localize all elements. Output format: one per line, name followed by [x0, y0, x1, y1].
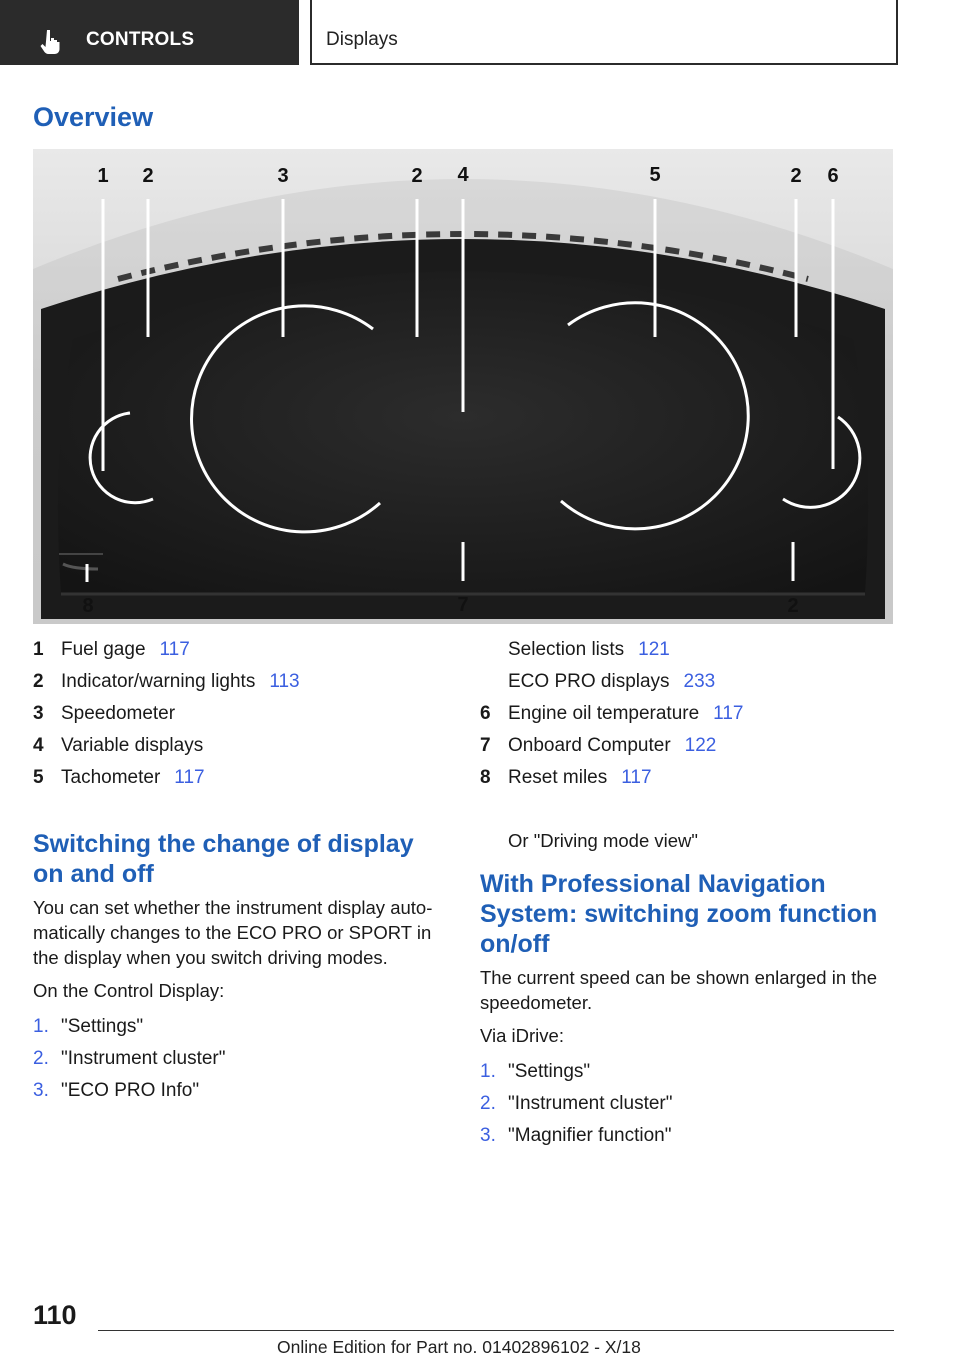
callout-2: 2 [787, 595, 799, 617]
callout-1: 1 [97, 165, 109, 187]
legend-label: ECO PRO displays [508, 671, 670, 692]
legend-text [508, 734, 716, 758]
legend-label: Variable displays [61, 735, 204, 756]
legend-item [33, 670, 453, 702]
list-item [33, 1047, 453, 1079]
callout-7: 7 [457, 594, 469, 616]
page-reference-link[interactable]: 117 [713, 703, 744, 724]
legend-text [61, 670, 300, 694]
step-number: 1. [33, 1016, 49, 1037]
legend-number: 7 [480, 735, 491, 756]
legend-text [508, 702, 743, 726]
step-number: 2. [480, 1093, 496, 1114]
page-reference-link[interactable]: 122 [684, 735, 717, 756]
section-heading [33, 829, 453, 889]
legend-label: Tachometer [61, 767, 161, 788]
alt-note: Or "Driving mode view" [508, 830, 698, 851]
legend-item [480, 702, 894, 734]
legend-label: Selection lists [508, 639, 625, 660]
legend-number: 4 [33, 735, 44, 756]
overview-heading: Overview [33, 102, 154, 132]
callout-3: 3 [277, 165, 289, 187]
step-number: 1. [480, 1061, 496, 1082]
legend-right [480, 638, 894, 798]
callout-6: 6 [827, 165, 839, 187]
legend-text [61, 702, 175, 726]
navigation-section [480, 829, 900, 1156]
legend-item [480, 766, 894, 798]
legend-number: 1 [33, 639, 44, 660]
intro-text: On the Control Display: [33, 980, 225, 1001]
list-item [480, 1092, 900, 1124]
legend-label: Reset miles [508, 767, 608, 788]
step-text: "Instrument cluster" [61, 1048, 226, 1069]
page-reference-link[interactable]: 121 [638, 639, 670, 660]
step-text: "Instrument cluster" [508, 1093, 673, 1114]
list-item [480, 1060, 900, 1092]
page-title: Displays [326, 29, 398, 50]
step-text: "Settings" [61, 1016, 144, 1037]
paragraph-line: the display when you switch driving modes. [33, 947, 388, 968]
list-item [480, 1124, 900, 1156]
steps-list [480, 1060, 900, 1156]
legend-number: 8 [480, 767, 491, 788]
legend-text [61, 734, 203, 758]
legend-item [480, 734, 894, 766]
legend-label: Fuel gage [61, 639, 146, 660]
heading-line: System: switching zoom function [480, 900, 878, 928]
page-reference-link[interactable]: 233 [683, 671, 716, 692]
legend-left [33, 638, 453, 798]
section-heading [480, 869, 900, 959]
legend-number: 6 [480, 703, 491, 724]
paragraph [33, 895, 453, 970]
page-reference-link[interactable]: 117 [174, 767, 205, 788]
legend-label: Engine oil temperature [508, 703, 700, 724]
list-item [33, 1079, 453, 1111]
legend-label: Onboard Computer [508, 735, 671, 756]
heading-line: With Professional Navigation [480, 870, 826, 898]
paragraph-line: speedometer. [480, 992, 593, 1013]
intro-text: Via iDrive: [480, 1025, 564, 1046]
edition-note: Online Edition for Part no. 01402896102 - X/18 [277, 1337, 641, 1357]
paragraph-line: The current speed can be shown enlarged in the [480, 967, 877, 988]
legend-item [33, 702, 453, 734]
legend-item [33, 734, 453, 766]
callout-2: 2 [790, 165, 802, 187]
step-number: 2. [33, 1048, 49, 1069]
callout-5: 5 [649, 164, 661, 186]
step-number: 3. [33, 1080, 49, 1101]
instrument-cluster-illustration [33, 149, 893, 624]
callout-4: 4 [457, 164, 469, 186]
switching-section [33, 829, 453, 1111]
legend-number: 3 [33, 703, 44, 724]
callout-2: 2 [142, 165, 154, 187]
legend-label: Speedometer [61, 703, 176, 724]
heading-line: on/off [480, 930, 550, 958]
step-text: "ECO PRO Info" [61, 1080, 200, 1101]
section-tab [0, 0, 299, 65]
legend-text [61, 638, 190, 662]
heading-line: Switching the change of display [33, 830, 414, 858]
legend-item [33, 766, 453, 798]
legend-label: Indicator/warning lights [61, 671, 256, 692]
heading-line: on and off [33, 860, 154, 888]
page-reference-link[interactable]: 117 [621, 767, 652, 788]
legend-item [33, 638, 453, 670]
step-text: "Magnifier function" [508, 1125, 672, 1146]
legend-item [480, 638, 894, 670]
paragraph-line: matically changes to the ECO PRO or SPORT in [33, 922, 432, 943]
legend-text [508, 766, 652, 790]
page-reference-link[interactable]: 117 [159, 639, 190, 660]
legend-text [61, 766, 205, 790]
step-number: 3. [480, 1125, 496, 1146]
pointing-hand-icon [38, 28, 64, 54]
step-text: "Settings" [508, 1061, 591, 1082]
page-reference-link[interactable]: 113 [269, 671, 300, 692]
page-number: 110 [33, 1300, 77, 1330]
page-title-box [310, 0, 898, 65]
callout-8: 8 [82, 595, 94, 617]
section-label: CONTROLS [86, 29, 195, 50]
legend-text [508, 670, 715, 694]
footer-divider [98, 1330, 894, 1331]
paragraph-line: You can set whether the instrument display auto- [33, 897, 433, 918]
legend-number: 2 [33, 671, 44, 692]
legend-item [480, 670, 894, 702]
legend-text [508, 638, 670, 662]
callout-2: 2 [411, 165, 423, 187]
steps-list [33, 1015, 453, 1111]
paragraph [480, 965, 900, 1015]
legend-number: 5 [33, 767, 44, 788]
list-item [33, 1015, 453, 1047]
